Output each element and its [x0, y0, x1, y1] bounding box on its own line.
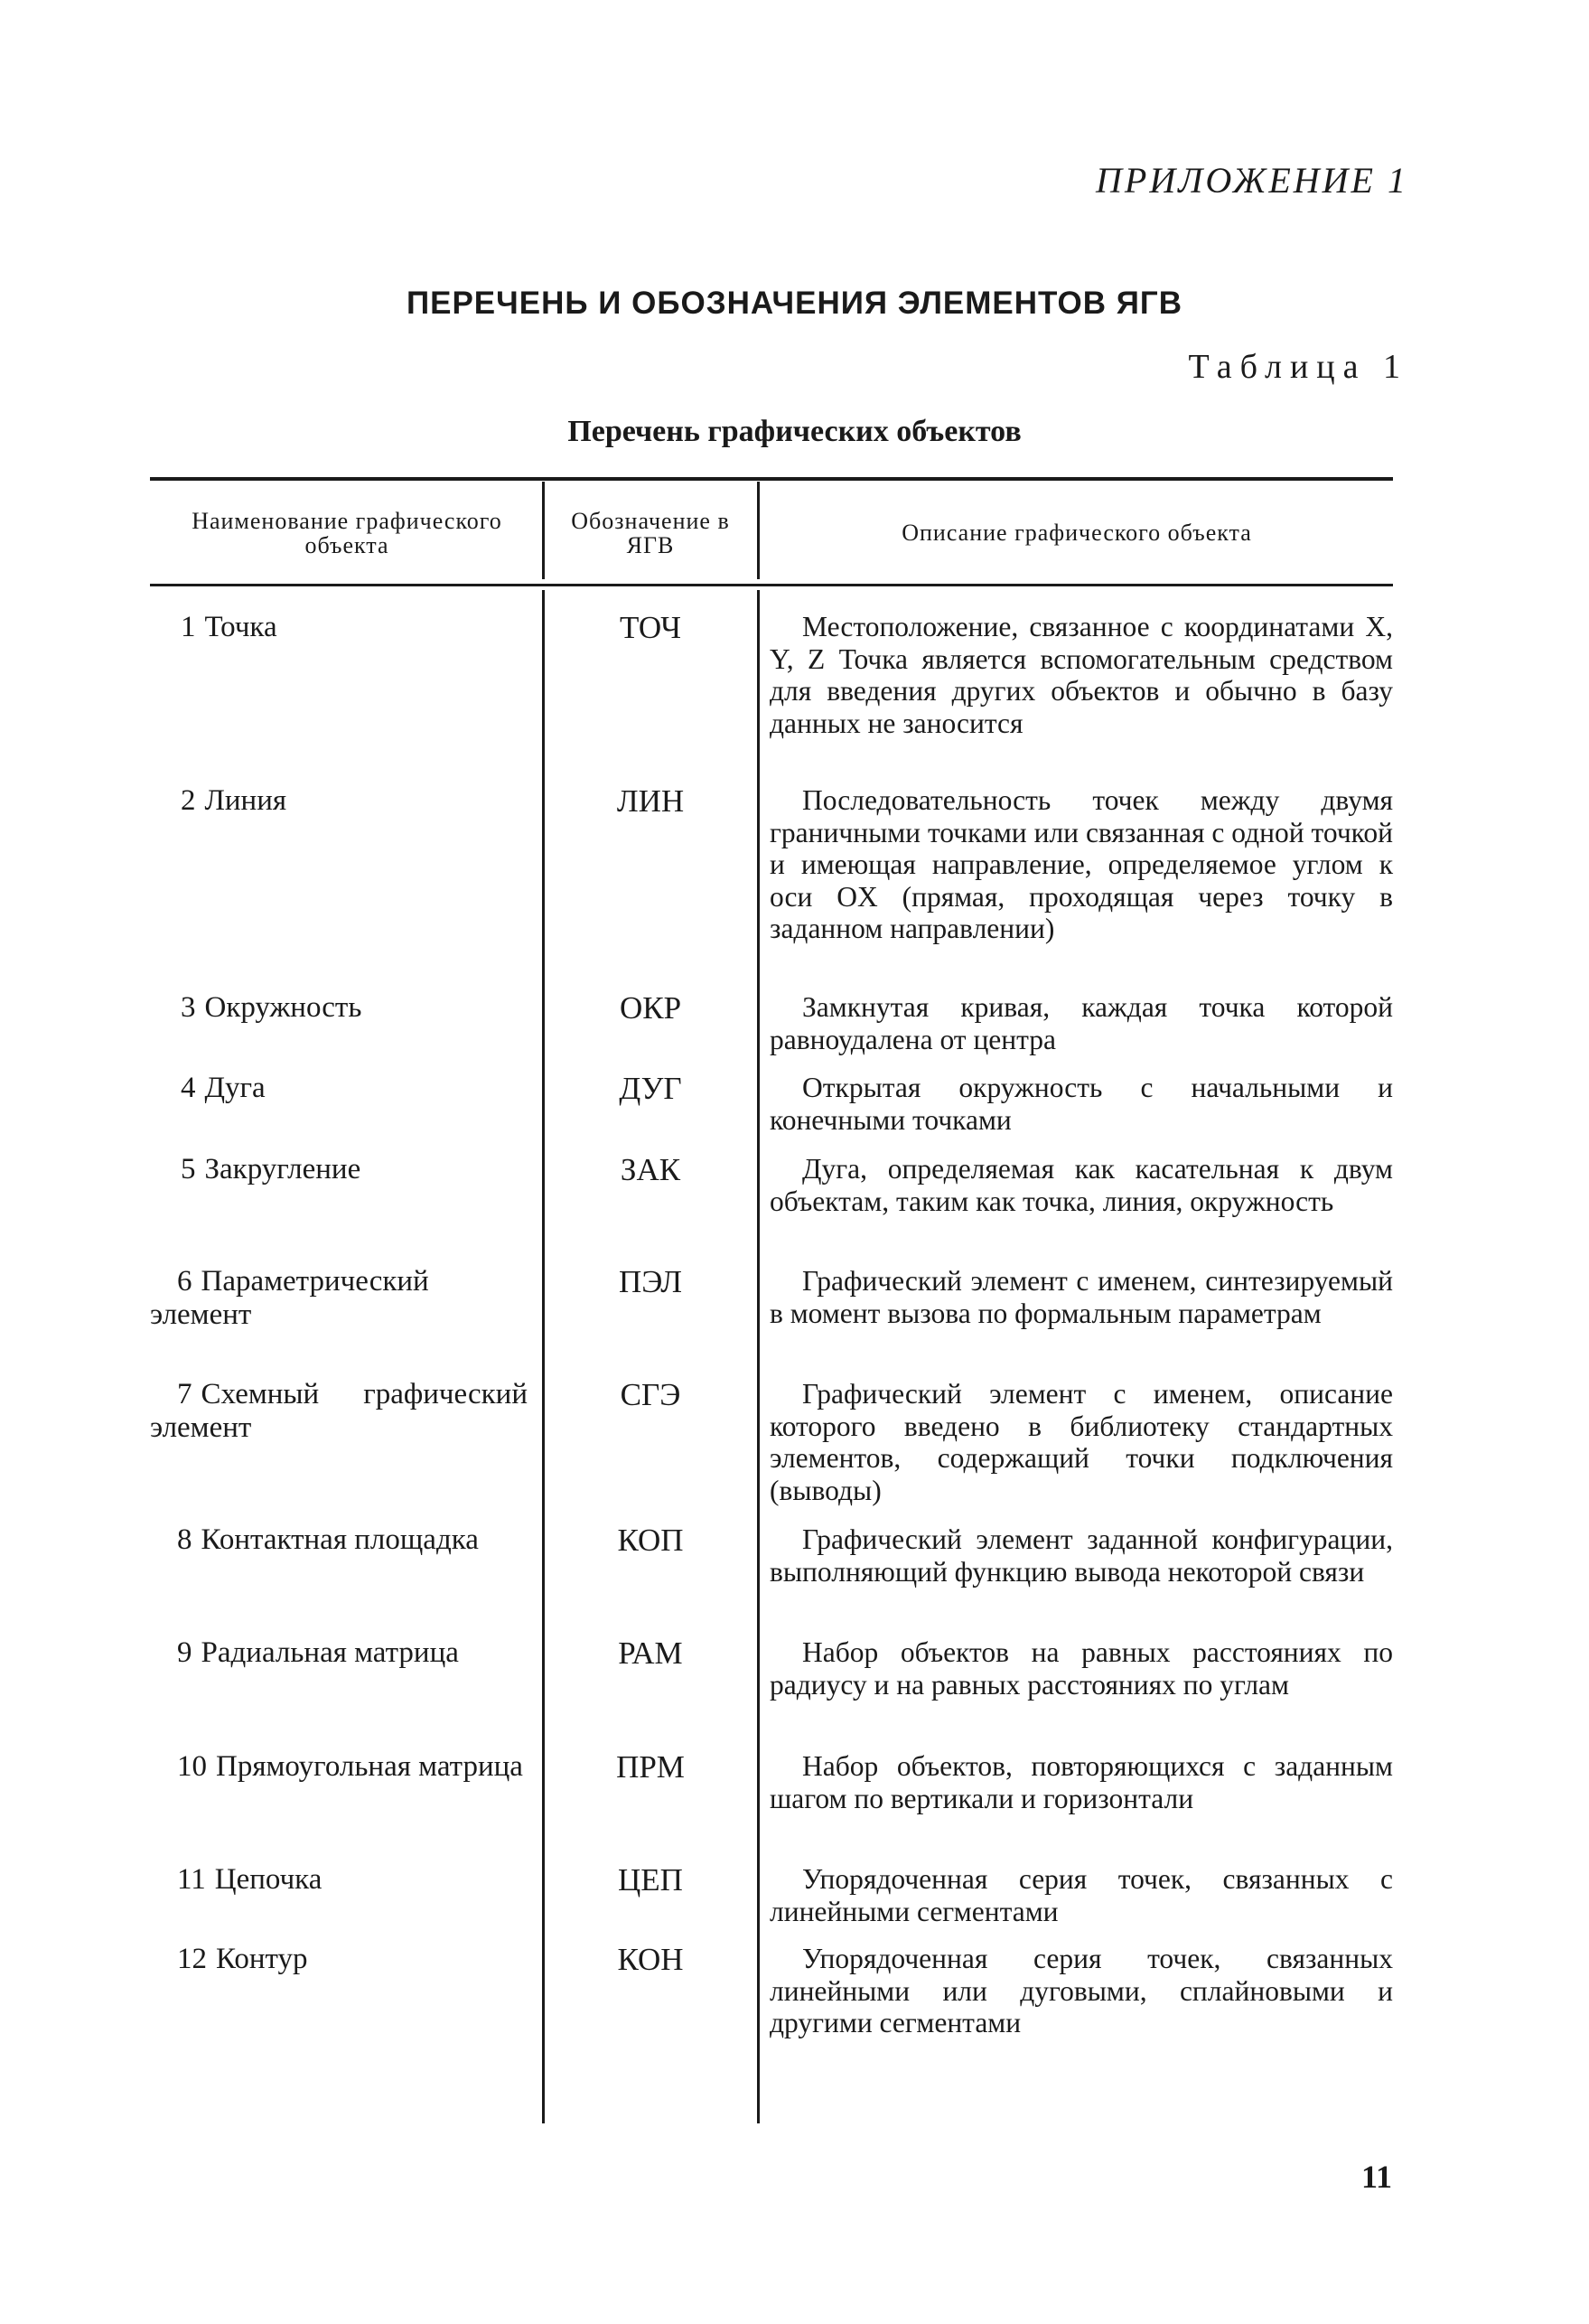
row-name: 1 Точка: [181, 611, 277, 643]
row-code: ДУГ: [619, 1071, 682, 1106]
table-top-rule: [150, 477, 1393, 481]
column-divider-1: [542, 590, 545, 2123]
row-description: Местоположение, связанное с координатами X, Y, Z Точка является вспомогательным средством для введения других объектов и обычно в базу данных не заносится: [770, 611, 1393, 739]
row-description: Графический элемент заданной конфигурации, выполняющий функцию вывода некоторой связи: [770, 1523, 1393, 1588]
row-code: ЛИН: [616, 783, 685, 819]
row-name: 10 Прямоугольная матрица: [177, 1750, 523, 1783]
row-description: Последовательность точек между двумя граничными точками или связанная с одной точкой и имеющая направление, определяемое углом к оси OX (прямая, проходящая через точку в заданном направлении): [770, 784, 1393, 944]
row-name: 6 Параметрический элемент: [150, 1265, 429, 1331]
row-description: Графический элемент с именем, синтезируемый в момент вызова по формальным параметрам: [770, 1265, 1393, 1329]
header-name: Наименование графического объекта: [192, 507, 502, 558]
row-description: Упорядоченная серия точек, связанных с линейными сегментами: [770, 1863, 1393, 1927]
row-description: Замкнутая кривая, каждая точка которой равноудалена от центра: [770, 991, 1393, 1055]
row-name: 12 Контур: [177, 1943, 308, 1975]
row-code: ПРМ: [616, 1749, 685, 1785]
row-name: 9 Радиальная матрица: [177, 1636, 459, 1669]
row-code: СГЭ: [620, 1377, 681, 1412]
header-divider-2: [757, 482, 760, 579]
row-name: 4 Дуга: [181, 1072, 266, 1104]
page-title: ПЕРЕЧЕНЬ И ОБОЗНАЧЕНИЯ ЭЛЕМЕНТОВ ЯГВ: [406, 286, 1183, 321]
row-description: Упорядоченная серия точек, связанных линейными или дуговыми, сплайновыми и другими сегментами: [770, 1943, 1393, 2038]
row-name: 8 Контактная площадка: [177, 1523, 479, 1556]
row-name: 5 Закругление: [181, 1153, 361, 1185]
row-description: Набор объектов на равных расстояниях по радиусу и на равных расстояниях по углам: [770, 1636, 1393, 1701]
row-name: 11 Цепочка: [177, 1863, 322, 1896]
row-name: 2 Линия: [181, 784, 287, 817]
row-code: ЗАК: [620, 1152, 681, 1187]
row-code: КОП: [617, 1523, 684, 1558]
appendix-label: ПРИЛОЖЕНИЕ 1: [1096, 160, 1408, 201]
table-title: Перечень графических объектов: [567, 415, 1022, 448]
table-label: Таблица 1: [1188, 348, 1408, 386]
row-code: ТОЧ: [619, 610, 682, 645]
row-name: 3 Окружность: [181, 991, 362, 1024]
row-code: КОН: [617, 1942, 684, 1977]
row-code: ПЭЛ: [619, 1264, 682, 1299]
row-description: Графический элемент с именем, описание которого введено в библиотеку стандартных элементов, содержащий точки подключения (выводы): [770, 1378, 1393, 1506]
header-divider-1: [542, 482, 545, 579]
row-description: Открытая окружность с начальными и конечными точками: [770, 1072, 1393, 1136]
row-code: ОКР: [619, 990, 682, 1026]
row-code: РАМ: [618, 1635, 683, 1671]
row-description: Дуга, определяемая как касательная к двум объектам, таким как точка, линия, окружность: [770, 1153, 1393, 1217]
page-number: 11: [1360, 2159, 1392, 2195]
header-code: Обозначение в ЯГВ: [571, 507, 730, 558]
row-code: ЦЕП: [618, 1862, 683, 1898]
row-name: 7 Схемный графический элемент: [150, 1378, 528, 1444]
header-bottom-rule: [150, 584, 1393, 586]
header-description: Описание графического объекта: [902, 520, 1252, 547]
column-divider-2: [757, 590, 760, 2123]
row-description: Набор объектов, повторяющихся с заданным шагом по вертикали и горизонтали: [770, 1750, 1393, 1814]
